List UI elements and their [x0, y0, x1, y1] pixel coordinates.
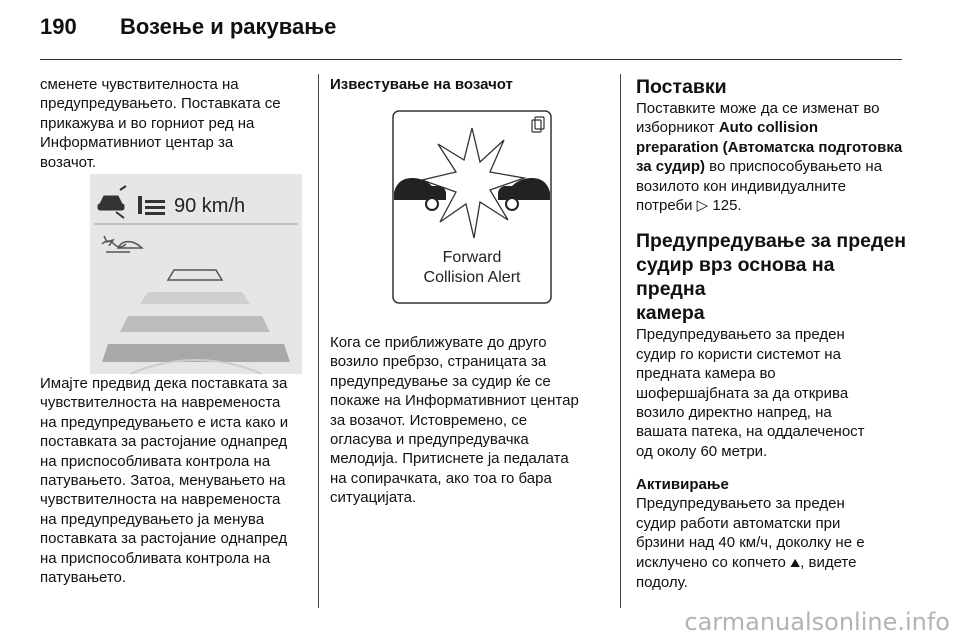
col3-paragraph-3: Предупредувањето за преден судир работи автоматски при брзини над 40 км/ч, доколку не е исклучено со копчето ⛰, видете подолу. — [636, 495, 865, 591]
car-left-wheel — [426, 198, 438, 210]
col1-paragraph-2: Имајте предвид дека поставката за чувствителноста на навременоста на предупредувањето е иста како и поставката за растојание однапред на приспособливата контрола на патувањето. Затоа, менувањето на чувствителноста на навременоста на предупредувањето ја менува поставката за растојание однапред на приспособливата контрола на патувањето. — [40, 375, 289, 587]
car-right-wheel — [506, 198, 518, 210]
section-heading-driver-alert: Известување на возачот — [330, 76, 513, 93]
page-reference-icon: ▷ — [696, 197, 709, 215]
section-heading-camera-warning: Предупредување за преден судир врз основа на предна камера — [636, 230, 906, 325]
alert-text-line-2: Collision Alert — [423, 269, 521, 286]
col3-paragraph-1: Поставките може да се изменат во изборникот Auto collision preparation (Автоматска подготовка за судир) во приспособувањето на возилото кон индивидуалните потреби ▷ 125. — [636, 100, 903, 215]
page-number: 190 — [40, 14, 77, 39]
distance-bar-2 — [140, 292, 250, 304]
column-2-lower — [330, 333, 606, 508]
watermark: carmanualsonline.info — [684, 608, 950, 636]
column-divider — [620, 74, 621, 608]
col2-paragraph: Кога се приближувате до друго возило пребрзо, страницата за предупредување за судир ќе се покаже на Информативниот центар за возачот. Истовремено, се огласува и предупредувачка мелодија. Притиснете ја педалата на сопирачката, ако тоа го бара ситуацијата. — [330, 334, 579, 507]
column-1 — [40, 75, 304, 172]
page-header — [40, 14, 336, 40]
section-heading-settings: Поставки — [636, 76, 727, 98]
forward-collision-alert-figure — [392, 110, 552, 304]
column-2 — [330, 75, 606, 94]
column-divider — [318, 74, 319, 608]
speed-readout: 90 km/h — [174, 195, 246, 217]
col1-paragraph-1: сменете чувствителноста на предупредувањето. Поставката се прикажува и во горниот ред на Информативниот центар за возачот. — [40, 76, 281, 171]
page-reference: 125. — [712, 197, 742, 215]
distance-bar-3 — [120, 316, 270, 332]
driver-info-center-figure — [90, 174, 302, 374]
collision-button-icon: ⛰ — [790, 555, 801, 570]
menu-item-auto-collision: Auto collision — [718, 119, 818, 137]
header-rule — [40, 59, 902, 60]
section-heading-activation: Активирање — [636, 476, 729, 494]
chapter-title: Возење и ракување — [120, 14, 337, 39]
alert-text-line-1: Forward — [442, 249, 502, 266]
column-1-lower — [40, 374, 304, 587]
column-3 — [636, 75, 906, 592]
col3-paragraph-2: Предупредувањето за преден судир го користи системот на предната камера во шофершајбната за да открива возило директно напред, на вашата патека, на оддалеченост од околу 60 метри. — [636, 326, 865, 460]
